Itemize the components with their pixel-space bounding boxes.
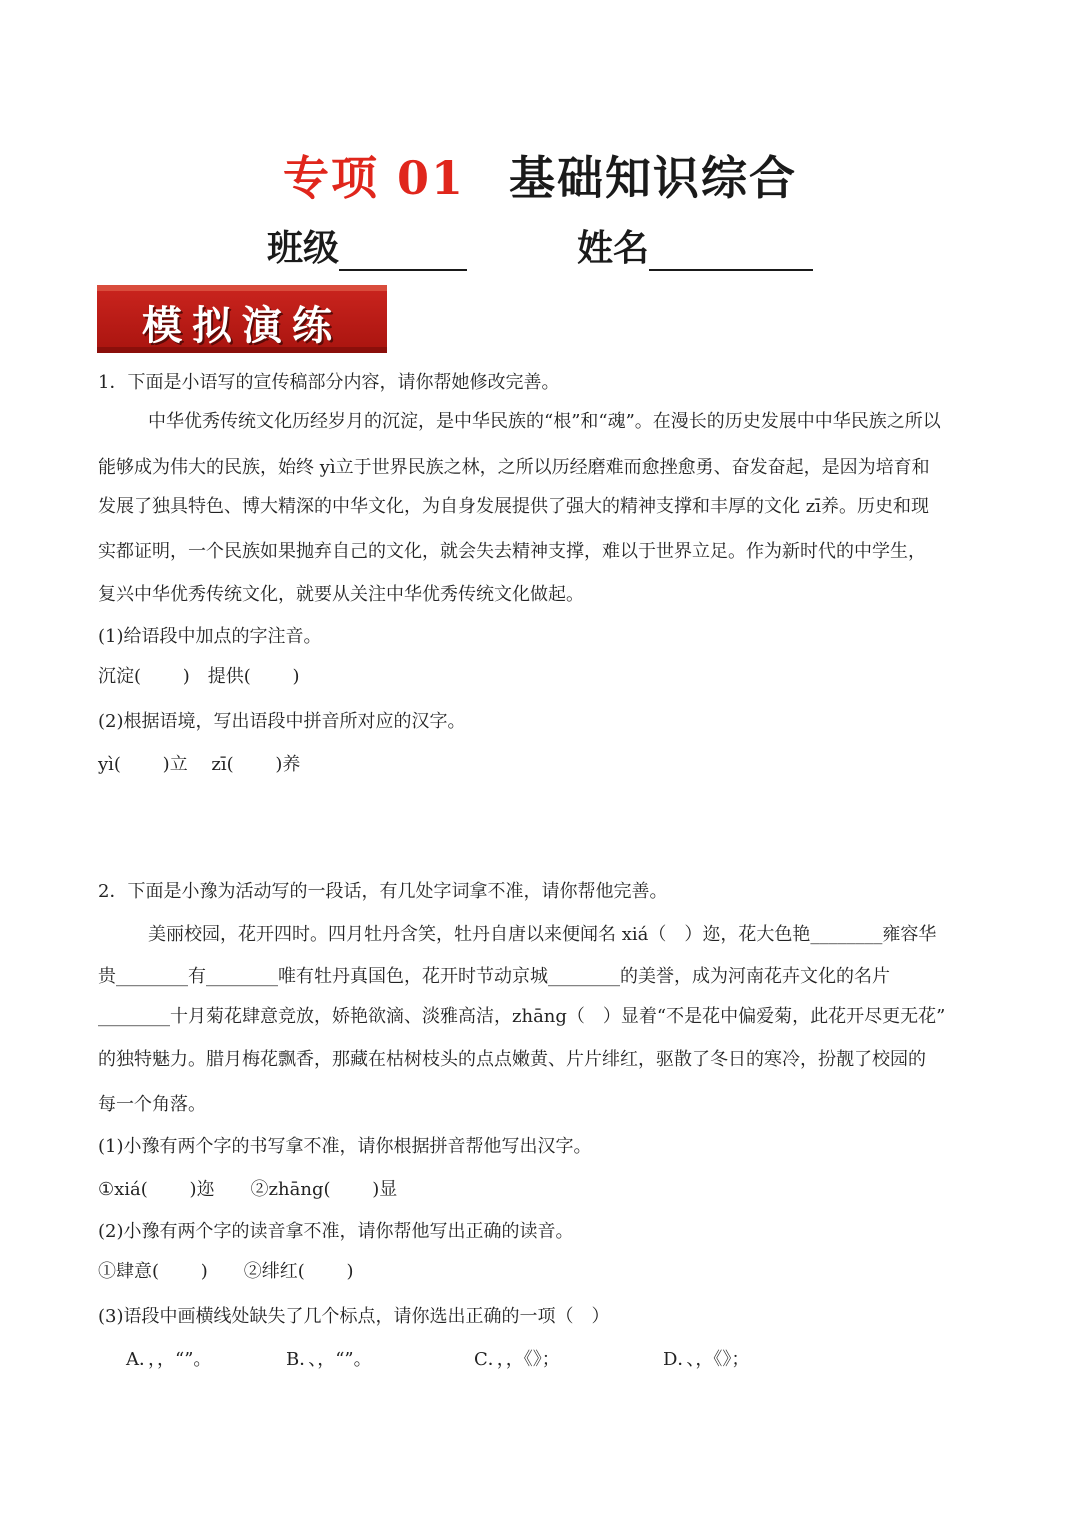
q2-passage-line: 每一个角落。	[98, 1094, 206, 1115]
q2-sub1-label: (1)小豫有两个字的书写拿不准，请你根据拼音帮他写出汉字。	[98, 1136, 592, 1157]
name-blank[interactable]	[649, 235, 813, 271]
q1-sub1-answer[interactable]: 沉淀( ) 提供( )	[98, 666, 300, 687]
q2-options	[126, 1345, 926, 1369]
option-a[interactable]: A．，，“”。	[126, 1349, 212, 1370]
q1-passage-line: 中华优秀传统文化历经岁月的沉淀，是中华民族的“根”和“魂”。在漫长的历史发展中中华民族之所以	[148, 411, 941, 432]
q2-sub1-answer[interactable]: ①xiá( )迩 ②zhāng( )显	[98, 1179, 398, 1200]
q2-sub2-label: (2)小豫有两个字的读音拿不准，请你帮他写出正确的读音。	[98, 1221, 574, 1242]
page-title	[0, 142, 1080, 208]
student-info	[0, 220, 1080, 271]
q1-sub2-label: (2)根据语境，写出语段中拼音所对应的汉字。	[98, 711, 466, 732]
q1-passage-line: 能够成为伟大的民族，始终 yì立于世界民族之林，之所以历经磨难而愈挫愈勇、奋发奋起，是因为培育和	[98, 457, 930, 478]
class-label: 班级	[266, 227, 339, 269]
q1-sub1-label: (1)给语段中加点的字注音。	[98, 626, 322, 647]
class-blank[interactable]	[339, 235, 467, 271]
q2-passage-line: 的独特魅力。腊月梅花飘香，那藏在枯树枝头的点点嫩黄、片片绯红，驱散了冬日的寒冷，扮靓了校园的	[98, 1049, 926, 1070]
q2-stem: 2．下面是小豫为活动写的一段话，有几处字词拿不准，请你帮他完善。	[98, 881, 668, 902]
option-d[interactable]: D．、，《》；	[663, 1349, 750, 1370]
title-topic-name: 基础知识综合	[509, 151, 798, 205]
q2-sub3-label: (3)语段中画横线处缺失了几个标点，请你选出正确的一项（ ）	[98, 1306, 610, 1327]
q2-passage-line: 贵________有________唯有牡丹真国色，花开时节动京城________的美誉，成为河南花卉文化的名片	[98, 966, 890, 987]
q1-passage-line: 实都证明，一个民族如果抛弃自己的文化，就会失去精神支撑，难以于世界立足。作为新时代的中学生，	[98, 541, 926, 562]
option-c[interactable]: C．，，《》；	[474, 1349, 560, 1370]
q2-passage-line: 美丽校园，花开四时。四月牡丹含笑，牡丹自唐以来便闻名 xiá（ ）迩，花大色艳________雍容华	[148, 924, 937, 945]
option-b[interactable]: B．、，“”。	[286, 1349, 372, 1370]
q2-passage-line: ________十月菊花肆意竞放，娇艳欲滴、淡雅高洁，zhāng（ ）显着“不是花中偏爱菊，此花开尽更无花”	[98, 1006, 946, 1027]
q1-sub2-answer[interactable]: yì( )立 zī( )养	[98, 754, 301, 775]
q2-sub2-answer[interactable]: ①肆意( ) ②绯红( )	[98, 1261, 354, 1282]
q1-passage-line: 复兴中华优秀传统文化，就要从关注中华优秀传统文化做起。	[98, 584, 584, 605]
title-topic-number: 专项 01	[282, 151, 466, 205]
q1-passage-line: 发展了独具特色、博大精深的中华文化，为自身发展提供了强大的精神支撑和丰厚的文化 zī养。历史和现	[98, 496, 929, 517]
section-banner	[97, 285, 387, 353]
name-label: 姓名	[577, 227, 650, 269]
q1-stem: 1．下面是小语写的宣传稿部分内容，请你帮她修改完善。	[98, 372, 560, 393]
section-banner-text: 模拟演练	[142, 302, 342, 349]
